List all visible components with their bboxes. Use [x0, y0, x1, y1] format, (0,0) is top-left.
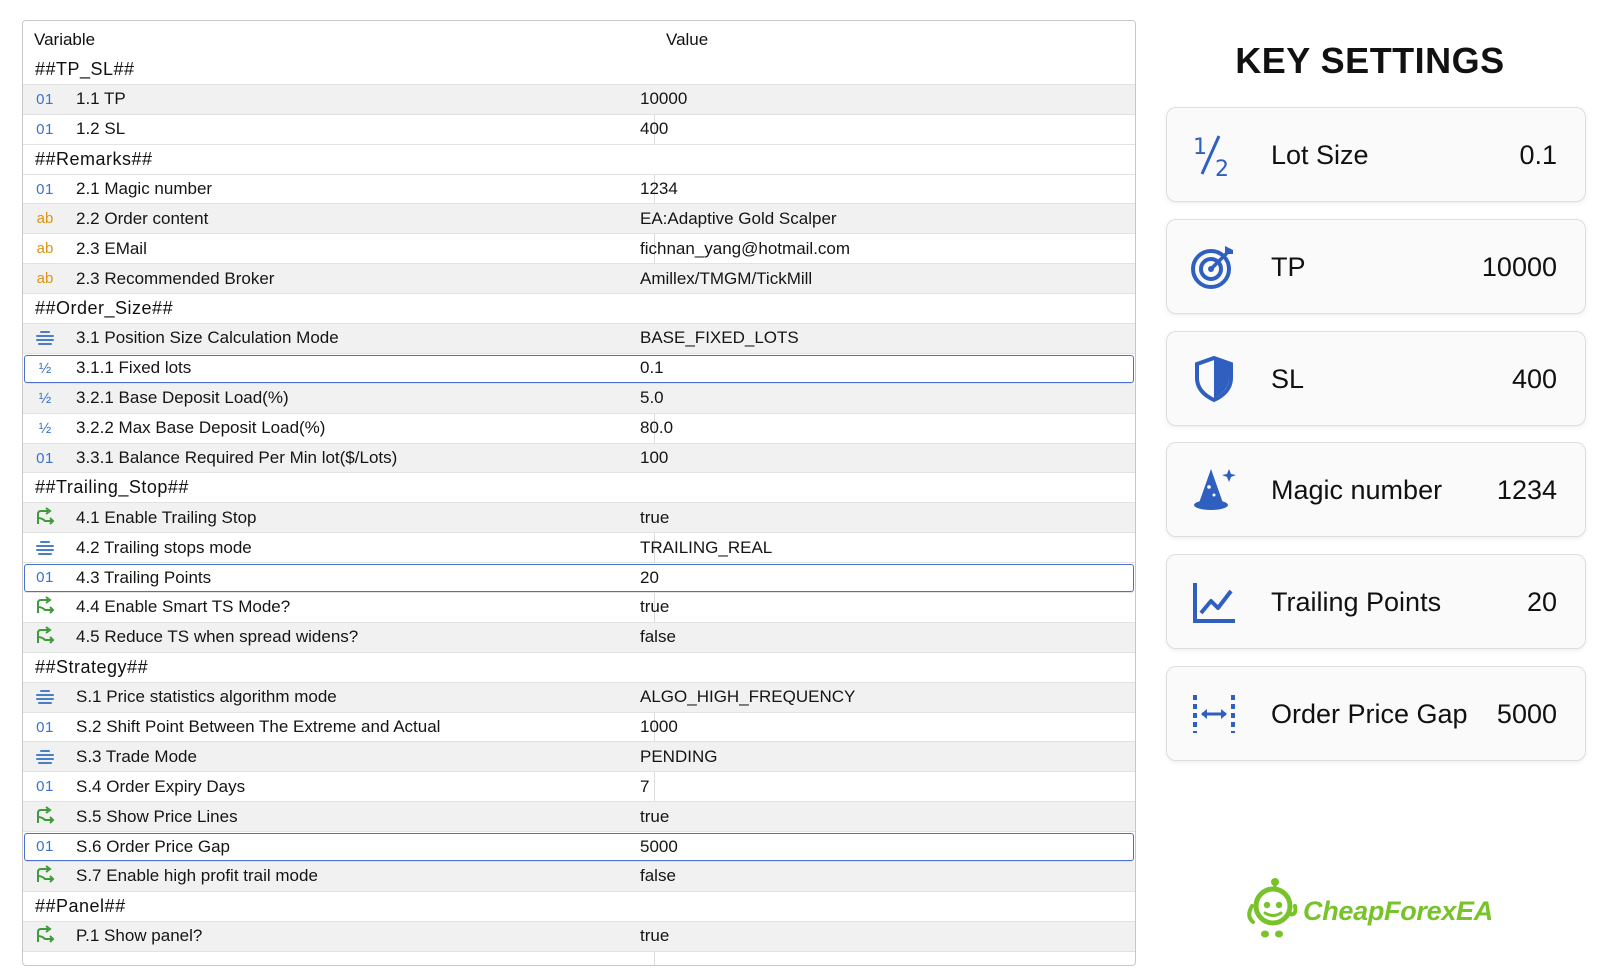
parameter-row[interactable]: [23, 593, 1135, 623]
parameter-name: S.7 Enable high profit trail mode: [76, 866, 318, 886]
bool-type-icon: [31, 626, 59, 648]
bool-type-icon: [31, 865, 59, 887]
parameter-name: 2.3 Recommended Broker: [76, 268, 275, 288]
parameter-value[interactable]: false: [640, 627, 676, 647]
group-label: ##Strategy##: [35, 656, 149, 677]
parameter-name: S.6 Order Price Gap: [76, 836, 231, 856]
bool-type-icon: [31, 596, 59, 618]
parameter-name: 3.1 Position Size Calculation Mode: [76, 328, 339, 348]
parameter-name: S.1 Price statistics algorithm mode: [76, 687, 337, 707]
parameter-row[interactable]: [23, 354, 1135, 384]
group-row[interactable]: [23, 892, 1135, 922]
svg-text:2: 2: [1215, 157, 1229, 180]
parameter-value[interactable]: 20: [640, 567, 659, 587]
parameter-value[interactable]: 80.0: [640, 418, 674, 438]
parameter-name: P.1 Show panel?: [76, 926, 203, 946]
parameter-name: 4.1 Enable Trailing Stop: [76, 507, 257, 527]
key-setting-card: [1166, 107, 1586, 202]
parameter-value[interactable]: 0.1: [640, 358, 664, 378]
double-type-icon: ½: [38, 359, 52, 377]
key-setting-label: Order Price Gap: [1271, 699, 1468, 729]
parameter-name: 2.1 Magic number: [76, 179, 213, 198]
group-row[interactable]: [23, 145, 1135, 175]
parameter-name: S.4 Order Expiry Days: [76, 776, 246, 796]
parameter-name: 4.3 Trailing Points: [76, 567, 212, 587]
parameter-row[interactable]: [23, 414, 1135, 444]
group-label: ##Trailing_Stop##: [35, 477, 189, 498]
integer-type-icon: 01: [36, 449, 54, 467]
half-icon: [1189, 130, 1239, 180]
parameter-value[interactable]: Amillex/TMGM/TickMill: [640, 268, 813, 288]
parameter-name: 4.4 Enable Smart TS Mode?: [76, 597, 291, 617]
key-setting-card: [1166, 331, 1586, 426]
parameter-row[interactable]: [23, 772, 1135, 802]
string-type-icon: ab: [36, 210, 54, 228]
parameter-name: 3.3.1 Balance Required Per Min lot($/Lots): [76, 448, 398, 468]
key-setting-value: 0.1: [1519, 140, 1557, 170]
parameter-name: 4.5 Reduce TS when spread widens?: [76, 627, 359, 647]
enum-type-icon: [31, 688, 59, 706]
key-setting-card: [1166, 666, 1586, 761]
parameter-value[interactable]: true: [640, 507, 670, 527]
shield-icon: [1189, 354, 1239, 404]
enum-type-icon: [31, 329, 59, 347]
header-variable[interactable]: Variable: [34, 30, 96, 49]
key-setting-value: 1234: [1496, 475, 1557, 506]
parameter-row[interactable]: [23, 384, 1135, 414]
parameter-value[interactable]: 5000: [640, 836, 678, 856]
parameter-name: 4.2 Trailing stops mode: [76, 537, 252, 557]
line-chart-icon: [1189, 577, 1239, 627]
key-setting-label: Lot Size: [1271, 140, 1369, 170]
parameter-row[interactable]: [23, 234, 1135, 264]
parameter-name: S.3 Trade Mode: [76, 746, 197, 766]
group-label: ##Remarks##: [35, 148, 153, 169]
string-type-icon: ab: [36, 270, 54, 288]
key-setting-value: 5000: [1496, 699, 1557, 729]
svg-text:1: 1: [1193, 135, 1207, 160]
parameter-value[interactable]: true: [640, 597, 670, 617]
key-setting-card: [1166, 219, 1586, 314]
integer-type-icon: 01: [36, 90, 54, 108]
parameter-name: 2.2 Order content: [76, 208, 209, 228]
parameter-name: S.5 Show Price Lines: [76, 806, 238, 826]
key-setting-label: SL: [1271, 363, 1305, 394]
parameter-row[interactable]: [23, 713, 1135, 743]
table-header: [23, 21, 1135, 55]
parameter-row[interactable]: [23, 742, 1135, 772]
parameter-value[interactable]: PENDING: [640, 746, 718, 766]
parameter-row[interactable]: [23, 175, 1135, 205]
integer-type-icon: 01: [36, 120, 54, 138]
parameter-name: 1.2 SL: [76, 119, 126, 139]
parameter-value[interactable]: 10000: [640, 89, 688, 109]
enum-type-icon: [31, 748, 59, 766]
group-row[interactable]: [23, 473, 1135, 503]
parameter-value[interactable]: 5.0: [640, 388, 664, 408]
gap-arrows-icon: [1189, 689, 1239, 739]
parameter-row[interactable]: [23, 503, 1135, 533]
parameter-row[interactable]: [23, 264, 1135, 294]
parameter-value[interactable]: 100: [640, 448, 669, 468]
key-setting-value: 10000: [1481, 251, 1557, 282]
integer-type-icon: 01: [36, 718, 54, 736]
parameter-row[interactable]: [23, 563, 1135, 593]
table-body: [23, 55, 1135, 952]
robot-mascot-icon: [1243, 874, 1307, 940]
parameter-row[interactable]: [23, 862, 1135, 892]
bool-type-icon: [31, 925, 59, 947]
enum-type-icon: [31, 539, 59, 557]
parameter-row[interactable]: [23, 204, 1135, 234]
key-setting-value: 20: [1526, 587, 1557, 618]
key-setting-value: 400: [1511, 363, 1557, 394]
parameter-value[interactable]: ALGO_HIGH_FREQUENCY: [640, 687, 856, 707]
string-type-icon: ab: [36, 240, 54, 258]
parameter-row[interactable]: [23, 115, 1135, 145]
parameter-name: S.2 Shift Point Between The Extreme and Actual: [76, 717, 441, 737]
brand-logo-text: CheapForexEA: [1303, 896, 1493, 926]
integer-type-icon: 01: [36, 569, 54, 587]
parameter-row[interactable]: [23, 85, 1135, 115]
parameter-name: 2.3 EMail: [76, 238, 147, 258]
parameter-value[interactable]: 400: [640, 119, 669, 139]
parameter-value[interactable]: 7: [640, 776, 650, 796]
bool-type-icon: [31, 806, 59, 828]
parameter-row[interactable]: [23, 623, 1135, 653]
key-setting-label: Trailing Points: [1271, 587, 1442, 618]
key-setting-label: Magic number: [1271, 475, 1443, 506]
parameter-name: 3.2.2 Max Base Deposit Load(%): [76, 418, 326, 438]
brand-logo: [1243, 874, 1503, 940]
group-row[interactable]: [23, 653, 1135, 683]
parameter-row[interactable]: [23, 802, 1135, 832]
group-row[interactable]: [23, 294, 1135, 324]
parameter-value[interactable]: 1000: [640, 717, 678, 737]
parameter-value[interactable]: EA:Adaptive Gold Scalper: [640, 208, 837, 228]
parameter-value[interactable]: fichnan_yang@hotmail.com: [640, 238, 851, 258]
double-type-icon: ½: [38, 389, 52, 407]
parameter-row[interactable]: [23, 324, 1135, 354]
key-settings-title: KEY SETTINGS: [1235, 40, 1505, 81]
wizard-hat-icon: [1189, 465, 1239, 515]
integer-type-icon: 01: [36, 838, 54, 856]
key-setting-card: [1166, 554, 1586, 649]
parameter-row[interactable]: [23, 533, 1135, 563]
parameter-value[interactable]: TRAILING_REAL: [640, 537, 773, 557]
parameter-name: 3.2.1 Base Deposit Load(%): [76, 388, 289, 408]
integer-type-icon: 01: [36, 180, 54, 198]
parameter-name: 3.1.1 Fixed lots: [76, 358, 192, 378]
bool-type-icon: [31, 507, 59, 529]
parameter-row[interactable]: [23, 832, 1135, 862]
parameter-row[interactable]: [23, 683, 1135, 713]
parameter-value[interactable]: false: [640, 866, 676, 886]
parameter-row[interactable]: [23, 444, 1135, 474]
target-icon: [1189, 242, 1239, 292]
group-label: ##Order_Size##: [35, 298, 174, 319]
group-label: ##TP_SL##: [35, 58, 135, 79]
key-setting-label: TP: [1271, 251, 1306, 282]
parameter-row[interactable]: [23, 922, 1135, 952]
parameter-value[interactable]: 1234: [640, 179, 678, 198]
header-value[interactable]: Value: [666, 30, 709, 49]
parameter-name: 1.1 TP: [76, 89, 126, 109]
double-type-icon: ½: [38, 419, 52, 437]
key-setting-card: [1166, 442, 1586, 537]
parameter-value[interactable]: true: [640, 806, 670, 826]
group-label: ##Panel##: [35, 895, 126, 916]
parameter-value[interactable]: true: [640, 926, 670, 946]
group-row[interactable]: [23, 55, 1135, 85]
parameter-value[interactable]: BASE_FIXED_LOTS: [640, 328, 799, 348]
parameters-table: [22, 20, 1136, 966]
integer-type-icon: 01: [36, 778, 54, 796]
